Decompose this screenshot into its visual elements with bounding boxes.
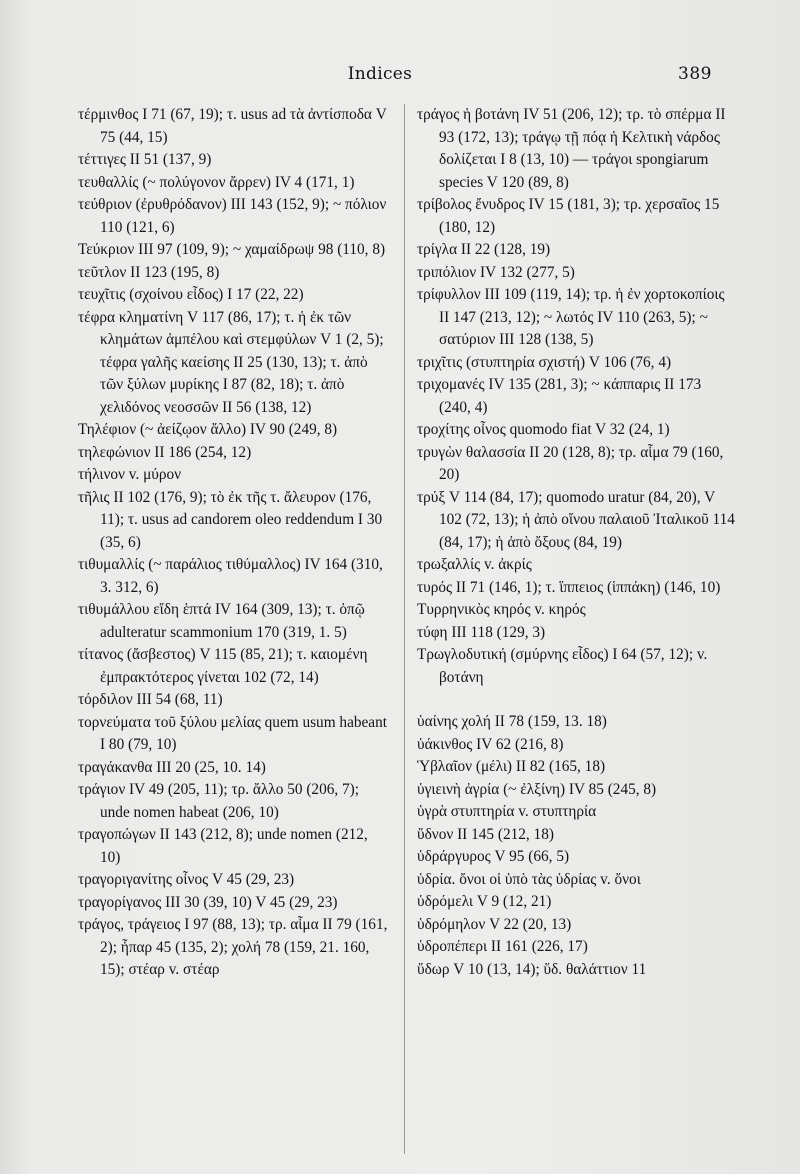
index-entry: ὑάκινθος IV 62 (216, 8)	[417, 735, 564, 753]
index-entry: τρίφυλλον III 109 (119, 14); τρ. ἡ ἐν χορτοκοπίοις II 147 (213, 12); ~ λωτός IV 110 (263, 5); ~ σατύριον III 128 (138, 5)	[417, 286, 725, 348]
column-divider	[404, 104, 405, 1154]
index-entry: τράγος ἡ βοτάνη IV 51 (206, 12); τρ. τὸ σπέρμα II 93 (172, 13); τράγῳ τῇ πόᾳ ἡ Κελτικὴ νάρδος δολίζεται I 8 (13, 10) — τράγοι spongiarum species V 120 (89, 8)	[417, 106, 726, 191]
index-entry: τράγιον IV 49 (205, 11); τρ. ἄλλο 50 (206, 7); unde nomen habeat (206, 10)	[78, 781, 360, 821]
index-entry: τραγάκανθα III 20 (25, 10. 14)	[78, 758, 266, 776]
index-entry: τριχῖτις (στυπτηρία σχιστή) V 106 (76, 4)	[417, 353, 672, 371]
index-entry: τηλεφώνιον II 186 (254, 12)	[78, 443, 252, 461]
section-gap	[417, 689, 735, 711]
index-entry: τευχῖτις (σχοίνου εἶδος) I 17 (22, 22)	[78, 286, 304, 303]
index-entry: τράγος, τράγειος I 97 (88, 13); τρ. αἷμα II 79 (161, 2); ἧπαρ 45 (135, 2); χολή 78 (159, 21. 160, 15); στέαρ v. στέαρ	[78, 916, 388, 978]
index-entry: ὑδρόμηλον V 22 (20, 13)	[417, 915, 572, 933]
index-entry: Ὑβλαῖον (μέλι) II 82 (165, 18)	[417, 758, 606, 775]
index-entry: τιθυμάλλου εἴδη ἑπτά IV 164 (309, 13); τ. ὀπῷ adulteratur scammonium 170 (319, 1. 5)	[78, 601, 365, 641]
index-entry: Τεύκριον III 97 (109, 9); ~ χαμαίδρωψ 98 (110, 8)	[78, 241, 386, 258]
index-entry: τρίβολος ἔνυδρος IV 15 (181, 3); τρ. χερσαῖος 15 (180, 12)	[417, 196, 720, 236]
index-entry: τίτανος (ἄσβεστος) V 115 (85, 21); τ. καιομένη ἐμπρακτότερος γίνεται 102 (72, 14)	[78, 646, 368, 686]
index-entry: τυρός II 71 (146, 1); τ. ἵππειος (ἱππάκη) (146, 10)	[417, 578, 721, 596]
index-entry: τευθαλλίς (~ πολύγονον ἄρρεν) IV 4 (171, 1)	[78, 173, 355, 191]
index-entry: τροχίτης οἶνος quomodo fiat V 32 (24, 1)	[417, 421, 670, 438]
index-entry: τρυγὼν θαλασσία II 20 (128, 8); τρ. αἷμα 79 (160, 20)	[417, 443, 724, 483]
index-entry: ὑαίνης χολή II 78 (159, 13. 18)	[417, 713, 607, 730]
index-entry: τρύξ V 114 (84, 17); quomodo uratur (84, 20), V 102 (72, 13); ἡ ἀπὸ οἴνου παλαιοῦ Ἰταλικοῦ 114 (84, 17); ἡ ἀπὸ ὄξους (84, 19)	[417, 488, 735, 551]
index-entry: τιθυμαλλίς (~ παράλιος τιθύμαλλος) IV 164 (310, 3. 312, 6)	[78, 556, 383, 596]
index-entry: τραγορίγανος III 30 (39, 10) V 45 (29, 23)	[78, 893, 338, 911]
index-entry: Τυρρηνικὸς κηρός v. κηρός	[417, 601, 586, 618]
index-entry: τέρμινθος I 71 (67, 19); τ. usus ad τὰ ἀντίσποδα V 75 (44, 15)	[78, 106, 387, 146]
index-entry: τραγοπώγων II 143 (212, 8); unde nomen (212, 10)	[78, 826, 368, 866]
index-entry: τέφρα κληματίνη V 117 (86, 17); τ. ἡ ἐκ τῶν κλημάτων ἀμπέλου καὶ στεμφύλων V 1 (2, 5); τέφρα γαλῆς καείσης II 25 (130, 13); τ. ἀπὸ τῶν ξύλων μυρίκης I 87 (82, 18); τ. ἀπὸ χελιδόνος νεοσσῶν II 56 (138, 12)	[78, 308, 384, 416]
running-title: Indices	[347, 64, 413, 84]
index-entry: τραγοριγανίτης οἶνος V 45 (29, 23)	[78, 871, 295, 888]
index-entry: Τρωγλοδυτική (σμύρνης εἶδος) I 64 (57, 12); v. βοτάνη	[417, 646, 708, 686]
index-entry: τορνεύματα τοῦ ξύλου μελίας quem usum habeant I 80 (79, 10)	[78, 713, 387, 753]
index-entry: ὕδωρ V 10 (13, 14); ὕδ. θαλάττιον 11	[417, 960, 647, 978]
index-entry: τῆλις II 102 (176, 9); τὸ ἐκ τῆς τ. ἄλευρον (176, 11); τ. usus ad candorem oleo reddendum I 30 (35, 6)	[78, 488, 383, 551]
index-entry: τριπόλιον IV 132 (277, 5)	[417, 263, 575, 281]
index-entry: τρίγλα II 22 (128, 19)	[417, 241, 551, 258]
index-entry: ὑδρόμελι V 9 (12, 21)	[417, 893, 552, 910]
page-number: 389	[678, 64, 712, 84]
index-entry: τύφη III 118 (129, 3)	[417, 623, 546, 641]
index-entry: ὑδράργυρος V 95 (66, 5)	[417, 848, 570, 865]
index-entry: τόρδιλον III 54 (68, 11)	[78, 691, 223, 708]
index-entry: Τηλέφιον (~ ἀείζῳον ἄλλο) IV 90 (249, 8)	[78, 421, 338, 438]
index-entry: ὑγιεινὴ ἀγρία (~ ἐλξίνη) IV 85 (245, 8)	[417, 780, 657, 798]
left-index-column	[78, 104, 390, 982]
index-entry: ὑγρὰ στυπτηρία v. στυπτηρία	[417, 803, 597, 820]
page-header	[0, 62, 800, 88]
index-entry: τρωξαλλίς v. ἀκρίς	[417, 556, 532, 573]
index-entry: τεῦτλον II 123 (195, 8)	[78, 263, 220, 281]
index-entry: ὕδνον II 145 (212, 18)	[417, 825, 554, 843]
index-entry: τεύθριον (ἐρυθρόδανον) III 143 (152, 9); ~ πόλιον 110 (121, 6)	[78, 196, 387, 236]
index-entry: τριχομανές IV 135 (281, 3); ~ κάππαρις II 173 (240, 4)	[417, 376, 702, 416]
index-entry: τέττιγες II 51 (137, 9)	[78, 151, 212, 168]
index-entry: τήλινον v. μύρον	[78, 466, 182, 483]
index-entry: ὑδροπέπερι II 161 (226, 17)	[417, 938, 588, 955]
index-entry: ὑδρία. ὄνοι οἱ ὑπὸ τὰς ὑδρίας v. ὄνοι	[417, 870, 641, 888]
right-index-column	[417, 104, 735, 981]
